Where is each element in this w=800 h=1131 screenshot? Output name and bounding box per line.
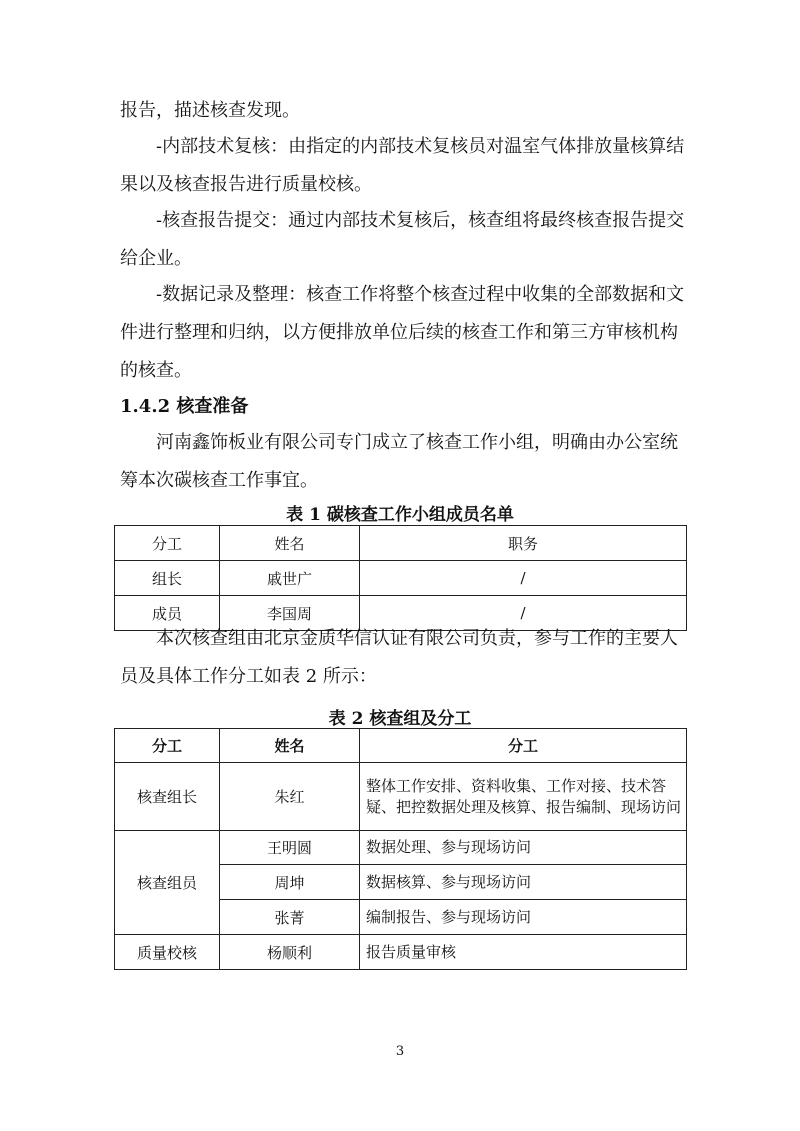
name-cell: 王明圆 [220, 831, 360, 865]
table-cell: 组长 [115, 561, 220, 596]
role-cell: 核查组长 [115, 763, 220, 831]
name-cell: 周坤 [220, 865, 360, 900]
paragraph-continuation: 报告，描述核查发现。 [120, 100, 300, 121]
table-header-row [115, 526, 687, 561]
paragraph-preparation: 河南鑫饰板业有限公司专门成立了核查工作小组，明确由办公室统筹本次碳核查工作事宜。 [120, 432, 678, 491]
table-header-row [115, 729, 687, 763]
name-cell: 杨顺利 [220, 935, 360, 970]
paragraph-verification-team: 本次核查组由北京金质华信认证有限公司负责，参与工作的主要人员及具体工作分工如表 2 所示： [120, 628, 678, 687]
name-cell: 张菁 [220, 900, 360, 935]
table-row [115, 935, 687, 970]
table-cell: 李国周 [220, 596, 360, 631]
header-cell: 姓名 [220, 729, 360, 763]
paragraph-data-recording: -数据记录及整理：核查工作将整个核查过程中收集的全部数据和文件进行整理和归纳，以方便排放单位后续的核查工作和第三方审核机构的核查。 [120, 284, 685, 381]
table2-caption: 表 2 核查组及分工 [328, 709, 472, 729]
role-cell: 核查组员 [115, 831, 220, 935]
table-cell: / [360, 596, 687, 631]
header-cell: 姓名 [220, 526, 360, 561]
duty-cell: 数据处理、参与现场访问 [360, 831, 687, 865]
table-cell: 戚世广 [220, 561, 360, 596]
section-heading: 1.4.2 核查准备 [120, 396, 249, 417]
duty-cell: 数据核算、参与现场访问 [360, 865, 687, 900]
table1-caption: 表 1 碳核查工作小组成员名单 [286, 505, 514, 525]
header-cell: 分工 [360, 729, 687, 763]
table-row [115, 561, 687, 596]
duty-cell: 整体工作安排、资料收集、工作对接、技术答疑、把控数据处理及核算、报告编制、现场访问 [360, 763, 687, 831]
team-assignment-table [114, 728, 687, 970]
table-row [115, 763, 687, 831]
role-cell: 质量校核 [115, 935, 220, 970]
team-members-table [114, 525, 687, 631]
page-number: 3 [395, 1044, 405, 1059]
header-cell: 职务 [360, 526, 687, 561]
paragraph-internal-review: -内部技术复核：由指定的内部技术复核员对温室气体排放量核算结果以及核查报告进行质量校核。 [120, 136, 685, 195]
table-row [115, 831, 687, 865]
duty-cell: 报告质量审核 [360, 935, 687, 970]
name-cell: 朱红 [220, 763, 360, 831]
header-cell: 分工 [115, 526, 220, 561]
paragraph-report-submission: -核查报告提交：通过内部技术复核后，核查组将最终核查报告提交给企业。 [120, 210, 685, 269]
table-cell: / [360, 561, 687, 596]
table-cell: 成员 [115, 596, 220, 631]
header-cell: 分工 [115, 729, 220, 763]
duty-cell: 编制报告、参与现场访问 [360, 900, 687, 935]
